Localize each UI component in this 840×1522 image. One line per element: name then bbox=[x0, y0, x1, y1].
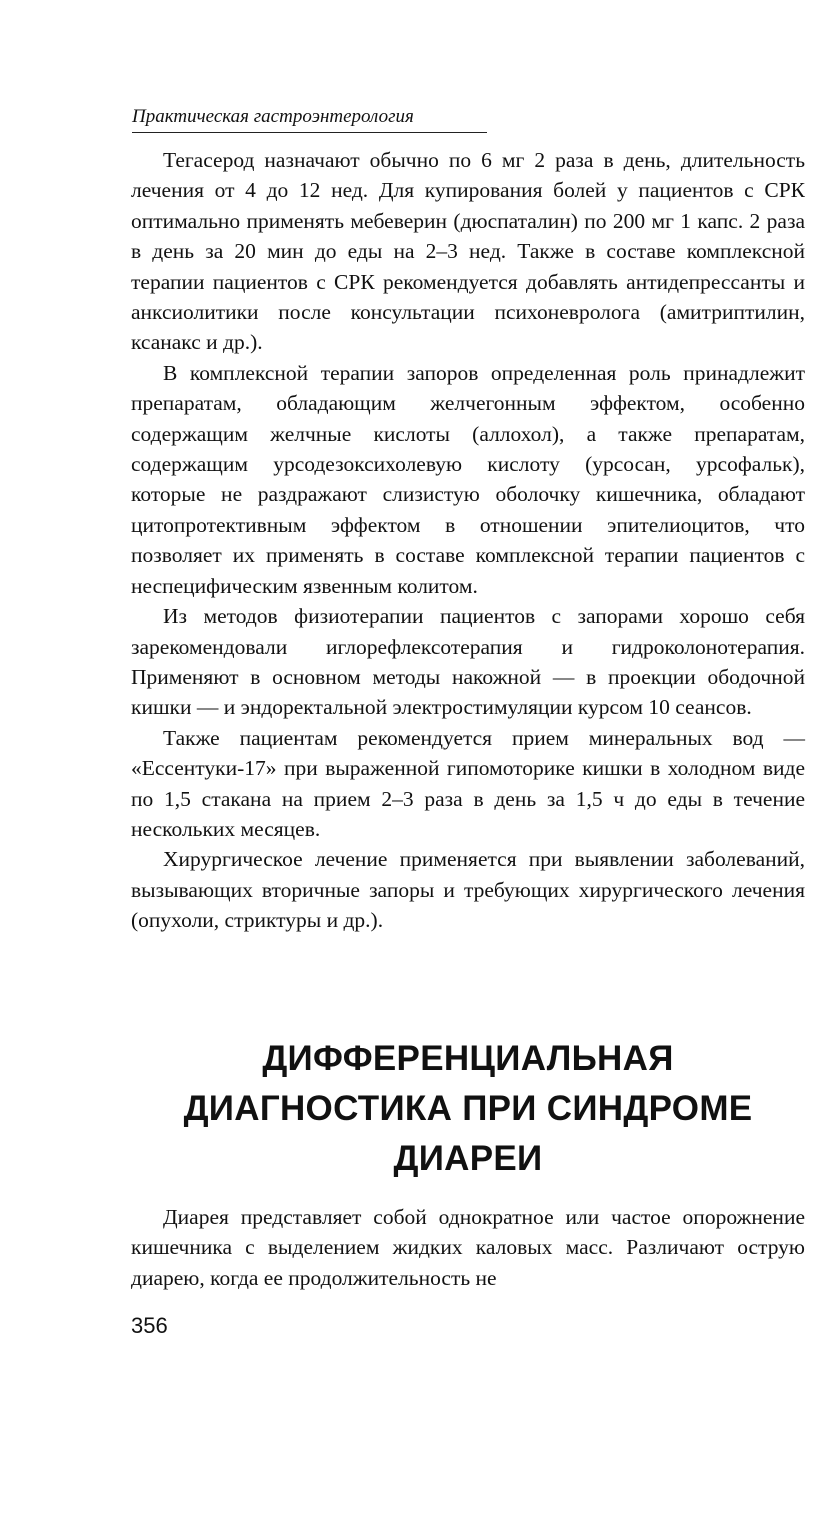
section-heading bbox=[131, 1034, 805, 1184]
paragraph-tegaserod: Тегасерод назначают обычно по 6 мг 2 раза в день, длительность лечения от 4 до 12 нед. Для купирования болей у пациентов с СРК оптимально применять мебеверин (дюспаталин) по 200 мг 1 капс. 2 раза в день за 20 мин до еды на 2–3 нед. Также в составе комплексной терапии пациентов с СРК рекомендуется добавлять антидепрессанты и анксиолитики после консультации психоневролога (амитриптилин, ксанакс и др.). bbox=[131, 148, 805, 355]
paragraph-cholagogue-therapy: В комплексной терапии запоров определенная роль принадлежит препаратам, обладающим желчегонным эффектом, особенно содержащим желчные кислоты (аллохол), а также препаратам, содержащим урсодезоксихолевую кислоту (урсосан, урсофальк), которые не раздражают слизистую оболочку кишечника, обладают цитопротективным эффектом в отношении эпителиоцитов, что позволяет их применять в составе комплексной терапии пациентов с неспецифическим язвенным колитом. bbox=[131, 360, 805, 598]
section-heading-line-2: ДИАГНОСТИКА ПРИ СИНДРОМЕ bbox=[183, 1089, 753, 1128]
body-text bbox=[131, 145, 805, 936]
section-body-text bbox=[131, 1202, 805, 1293]
paragraph-mineral-waters: Также пациентам рекомендуется прием минеральных вод — «Ессентуки-17» при выраженной гипомоторике кишки в холодном виде по 1,5 стакана на прием 2–3 раза в день за 1,5 ч до еды в течение нескольких месяцев. bbox=[131, 725, 805, 841]
paragraph-diarrhea-definition: Диарея представляет собой однократное или частое опорожнение кишечника с выделением жидких каловых масс. Различают острую диарею, когда ее продолжительность не bbox=[131, 1205, 805, 1290]
section-heading-line-1: ДИФФЕРЕНЦИАЛЬНАЯ bbox=[262, 1039, 674, 1078]
page-number: 356 bbox=[131, 1313, 168, 1338]
paragraph-physiotherapy: Из методов физиотерапии пациентов с запорами хорошо себя зарекомендовали иглорефлексотерапия и гидроколонотерапия. Применяют в основном методы накожной — в проекции ободочной кишки — и эндоректальной электростимуляции курсом 10 сеансов. bbox=[131, 604, 805, 720]
running-head: Практическая гастроэнтерология bbox=[132, 104, 487, 133]
section-heading-line-3: ДИАРЕИ bbox=[393, 1139, 543, 1178]
paragraph-surgical-treatment: Хирургическое лечение применяется при выявлении заболеваний, вызывающих вторичные запоры и требующих хирургического лечения (опухоли, стриктуры и др.). bbox=[131, 847, 805, 933]
